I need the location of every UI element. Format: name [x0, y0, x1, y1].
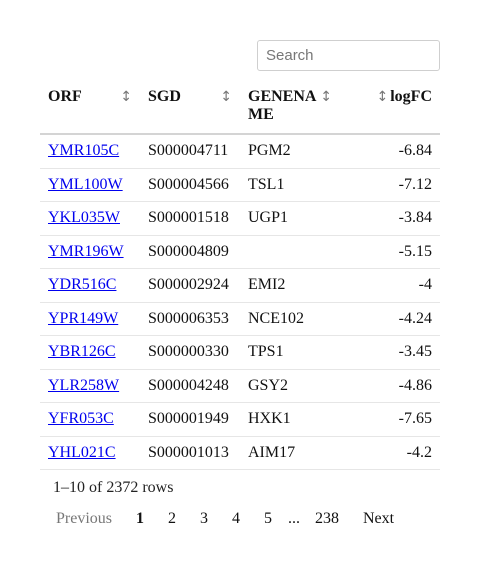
logfc-cell: -7.65	[340, 403, 440, 437]
logfc-cell: -6.84	[340, 134, 440, 168]
genename-cell: AIM17	[240, 436, 340, 470]
sgd-cell: S000002924	[140, 269, 240, 303]
table-row	[40, 168, 440, 202]
page-1-button[interactable]: 1	[136, 510, 144, 527]
logfc-cell: -3.84	[340, 202, 440, 236]
column-label: ORF	[48, 88, 82, 105]
column-header-sgd[interactable]	[140, 80, 240, 134]
column-label: SGD	[148, 88, 181, 105]
pagination	[40, 509, 440, 531]
column-header-genename[interactable]	[240, 80, 340, 134]
logfc-cell: -4.2	[340, 436, 440, 470]
sgd-cell: S000004566	[140, 168, 240, 202]
sort-icon: ↕	[120, 89, 132, 105]
sgd-cell: S000004711	[140, 134, 240, 168]
sort-icon: ↕	[220, 89, 232, 105]
orf-link[interactable]: YFR053C	[48, 410, 114, 428]
genename-cell: EMI2	[240, 269, 340, 303]
next-button[interactable]: Next	[363, 510, 395, 527]
page-5-button[interactable]: 5	[264, 510, 272, 527]
logfc-cell: -7.12	[340, 168, 440, 202]
page-3-button[interactable]: 3	[200, 510, 208, 527]
logfc-cell: -4.86	[340, 369, 440, 403]
sgd-cell: S000000330	[140, 336, 240, 370]
sgd-cell: S000004248	[140, 369, 240, 403]
genename-cell: GSY2	[240, 369, 340, 403]
table-row	[40, 235, 440, 269]
column-header-orf[interactable]	[40, 80, 140, 134]
table-row	[40, 403, 440, 437]
previous-button[interactable]: Previous	[56, 510, 112, 527]
column-label: logFC	[390, 88, 432, 105]
table-row	[40, 302, 440, 336]
genename-cell	[240, 235, 340, 269]
genename-cell: TPS1	[240, 336, 340, 370]
search-container	[257, 40, 440, 71]
orf-link[interactable]: YPR149W	[48, 309, 119, 327]
sgd-cell: S000001949	[140, 403, 240, 437]
column-header-logfc[interactable]	[340, 80, 440, 134]
search-input[interactable]	[257, 40, 440, 71]
table-row	[40, 436, 440, 470]
logfc-cell: -3.45	[340, 336, 440, 370]
table-row	[40, 134, 440, 168]
logfc-cell: -4	[340, 269, 440, 303]
orf-link[interactable]: YLR258W	[48, 376, 120, 394]
orf-link[interactable]: YDR516C	[48, 276, 117, 294]
sort-icon: ↕	[376, 89, 389, 105]
orf-link[interactable]: YHL021C	[48, 443, 116, 461]
table-row	[40, 369, 440, 403]
orf-link[interactable]: YML100W	[48, 175, 123, 193]
genename-cell: NCE102	[240, 302, 340, 336]
page-4-button[interactable]: 4	[232, 510, 240, 527]
sgd-cell: S000006353	[140, 302, 240, 336]
orf-link[interactable]: YKL035W	[48, 209, 120, 227]
genename-cell: TSL1	[240, 168, 340, 202]
data-table	[40, 80, 440, 470]
table-row	[40, 336, 440, 370]
orf-link[interactable]: YMR196W	[48, 242, 124, 260]
table-row	[40, 202, 440, 236]
column-label: GENENAME	[248, 88, 317, 123]
orf-link[interactable]: YBR126C	[48, 343, 116, 361]
logfc-cell: -5.15	[340, 235, 440, 269]
genename-cell: UGP1	[240, 202, 340, 236]
pagination-ellipsis: ...	[288, 510, 300, 527]
genename-cell: PGM2	[240, 134, 340, 168]
sgd-cell: S000001518	[140, 202, 240, 236]
table-header-row	[40, 80, 440, 134]
sgd-cell: S000004809	[140, 235, 240, 269]
rows-info: 1–10 of 2372 rows	[53, 479, 174, 496]
genename-cell: HXK1	[240, 403, 340, 437]
page-last-button[interactable]: 238	[315, 510, 339, 527]
logfc-cell: -4.24	[340, 302, 440, 336]
page-2-button[interactable]: 2	[168, 510, 176, 527]
sort-icon: ↕	[320, 89, 332, 105]
orf-link[interactable]: YMR105C	[48, 142, 120, 160]
table-row	[40, 269, 440, 303]
sgd-cell: S000001013	[140, 436, 240, 470]
